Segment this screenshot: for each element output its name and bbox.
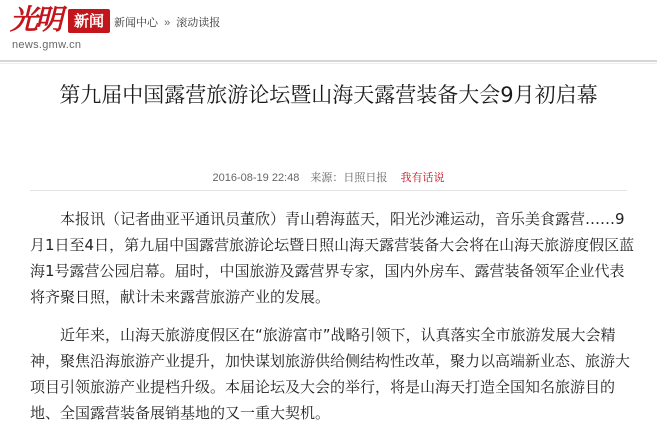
- article-title: 第九届中国露营旅游论坛暨山海天露营装备大会9月初启幕: [59, 83, 598, 107]
- logo-domain: news.gmw.cn: [12, 39, 82, 51]
- article-meta: [0, 169, 657, 185]
- article-paragraph-1: 本报讯（记者曲亚平通讯员董欣）青山碧海蓝天，阳光沙滩运动，音乐美食露营……9月1日至4日，第九届中国露营旅游论坛暨日照山海天露营装备大会将在山海天旅游度假区蓝海1号露营公园启幕。届时，中国旅游及露营界专家，国内外房车、露营装备领军企业代表将齐聚日照，献计未来露营旅游产业的发展。: [30, 210, 635, 306]
- meta-divider: [30, 190, 627, 191]
- breadcrumb-separator: »: [164, 17, 171, 29]
- header-divider-shadow: [0, 63, 657, 64]
- breadcrumb-rolling-news[interactable]: 滚动读报: [176, 17, 221, 29]
- article-datetime: 2016-08-19 22:48: [212, 172, 300, 184]
- article-source: 来源：日照日报: [310, 172, 388, 184]
- header-divider: [0, 60, 657, 62]
- site-header: [0, 0, 657, 60]
- logo-mark: 光明: [10, 3, 61, 36]
- comment-link[interactable]: 我有话说: [400, 172, 445, 184]
- site-logo[interactable]: [10, 5, 110, 55]
- logo-badge: 新闻: [68, 9, 110, 33]
- article-body: [30, 206, 635, 438]
- breadcrumb-news-center[interactable]: 新闻中心: [114, 17, 158, 29]
- article-paragraph-2: 近年来，山海天旅游度假区在“旅游富市”战略引领下，认真落实全市旅游发展大会精神，聚焦沿海旅游产业提升，加快谋划旅游供给侧结构性改革，聚力以高端新业态、旅游大项目引领旅游产业提档升级。本届论坛及大会的举行，将是山海天打造全国知名旅游目的地、全国露营装备展销基地的又一重大契机。: [30, 326, 631, 422]
- breadcrumb: [114, 14, 220, 30]
